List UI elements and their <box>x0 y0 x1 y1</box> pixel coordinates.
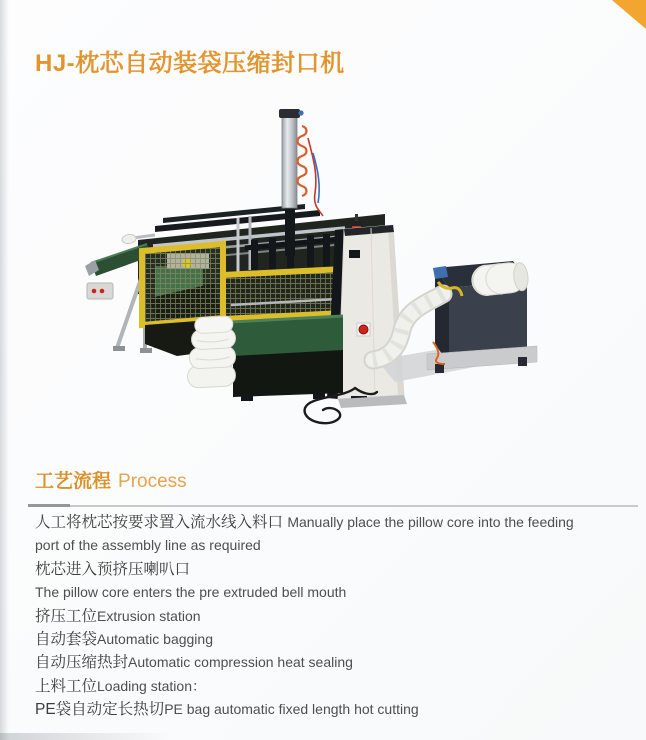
process-step <box>35 534 639 557</box>
process-step-en: Automatic bagging <box>97 630 213 647</box>
process-step-en: port of the assembly line as required <box>35 537 261 554</box>
process-step <box>35 675 639 698</box>
process-step-cn: PE袋自动定长热切 <box>35 701 165 719</box>
process-step <box>35 605 639 628</box>
small-red-button <box>100 289 105 294</box>
process-step <box>35 511 639 534</box>
process-step-en: Automatic compression heat sealing <box>128 654 353 671</box>
blue-fitting <box>433 266 448 279</box>
page-edge-shadow-left <box>0 0 9 740</box>
process-heading-cn: 工艺流程 <box>35 471 112 492</box>
small-red-button <box>92 289 97 294</box>
section-divider-accent <box>28 504 70 507</box>
process-step-cn: 上料工位 <box>35 677 98 695</box>
process-step <box>35 558 639 581</box>
center-mesh-guard <box>223 269 343 319</box>
process-step-cn: 挤压工位 <box>35 607 98 625</box>
process-step-cn: 人工将枕芯按要求置入流水线入料口 <box>35 514 288 531</box>
process-step-en: PE bag automatic fixed length hot cutting <box>164 701 419 718</box>
process-step-en: Loading station： <box>97 677 206 694</box>
process-step-cn: 自动套袋 <box>35 630 98 648</box>
process-step-en: The pillow core enters the pre extruded bell mouth <box>35 584 347 601</box>
left-mesh-guard <box>142 244 223 325</box>
machine-illustration <box>55 98 555 443</box>
process-step-en: Extrusion station <box>97 607 201 624</box>
machine-base <box>145 315 367 402</box>
corner-accent-triangle <box>612 0 646 29</box>
process-step <box>35 628 639 651</box>
emergency-stop-button <box>359 325 368 334</box>
process-step <box>35 651 639 674</box>
section-divider <box>28 505 638 507</box>
page-edge-shadow-bottom <box>0 733 170 740</box>
process-section-heading <box>35 466 187 493</box>
page-title: HJ-枕芯自动装袋压缩封口机 <box>35 50 345 78</box>
process-heading-en: Process <box>118 471 187 492</box>
process-step-cn: 自动压缩热封 <box>35 654 129 672</box>
process-step <box>35 581 639 604</box>
process-step <box>35 698 639 721</box>
orange-coil-hose <box>298 126 307 196</box>
machine-photo <box>55 98 555 443</box>
process-steps <box>35 511 639 722</box>
process-step-cn: 枕芯进入预挤压喇叭口 <box>35 560 191 578</box>
process-step-en: Manually place the pillow core into the feeding <box>287 514 574 530</box>
